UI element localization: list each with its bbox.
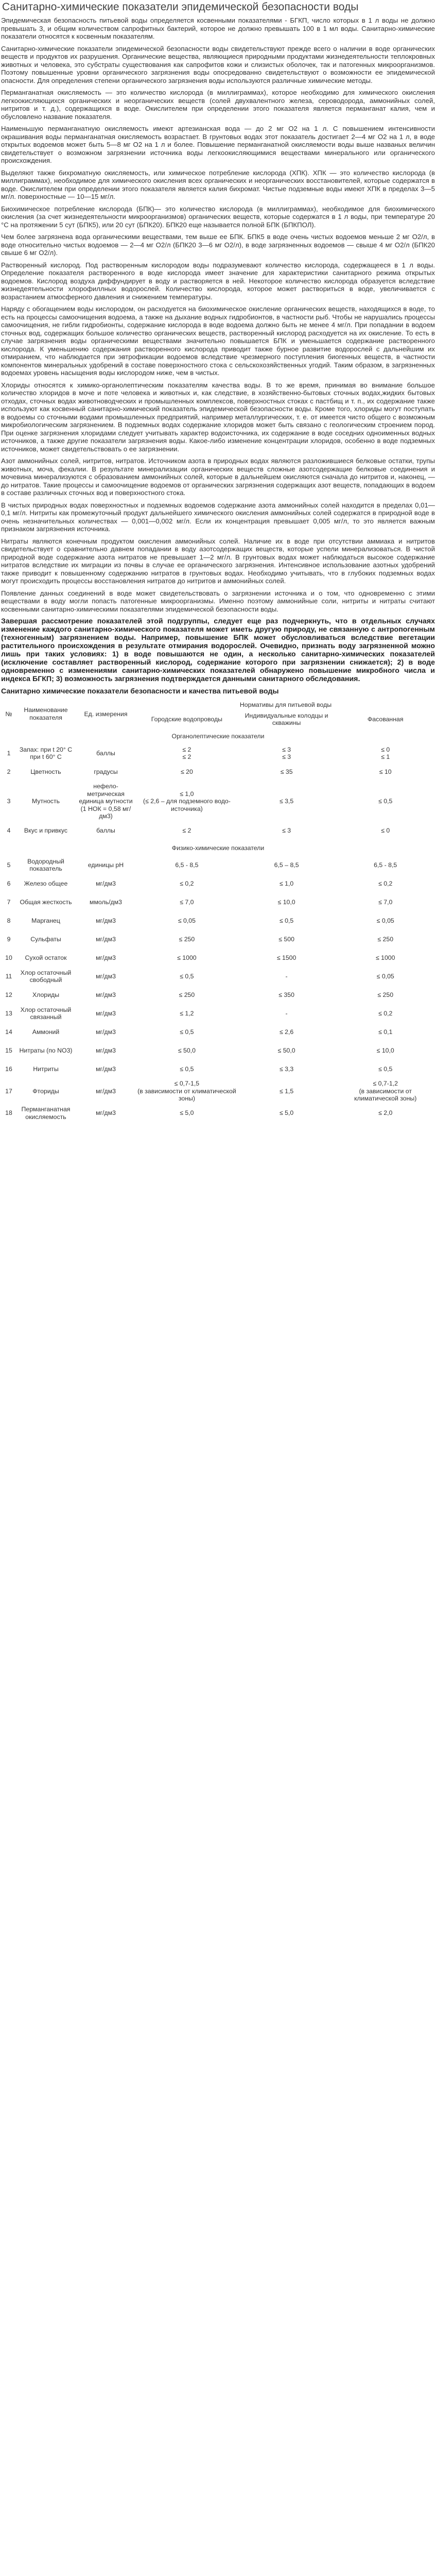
paragraph: Санитарно-химические показатели эпидемической безопасности воды свидетельствуют прежде всего о наличии в воде органических веществ и продуктов их разрушения. Органические вещества, являющиеся природными продуктами жизнедеятельности теплокровных животных и человека, это субстраты существования как сапрофитов кожи и слизистых оболочек, так и патогенных микроорганизмов. Поэтому повышенные уровни органического загрязнения воды опосредованно свидетельствуют о возможности ее эпидемической опасности. Для определения степени органического загрязнения воды используются различные химические методы. [1,44,435,84]
cell-wells: ≤ 3 ≤ 3 [282,745,291,760]
cell-bottled: ≤ 0,2 [378,1009,393,1017]
article [0,1,436,1123]
table-row [1,967,435,986]
cell-unit: мг/дм3 [96,1046,116,1054]
paragraph: Выделяют также бихроматную окисляемость, или химическое потребление кислорода (ХПК). ХПК — это количество кислорода (в миллиграммах), необходимое для химического окисления всех органических и неорганических восстановителей, которые содержатся в воде. Окислителем при определении этого показателя является калия бихромат. Чистые подземные воды имеют ХПК в пределах 3—5 мг/л. поверхностные — 10—15 мг/л. [1,168,435,200]
section-row [1,728,435,744]
cell-name: Хлор остаточный свободный [20,969,72,984]
header-bottled: Фасованная [367,715,404,723]
cell-no: 18 [5,1109,12,1117]
cell-name: Цветность [30,768,61,775]
cell-name: Марганец [31,917,60,924]
paragraph: Хлориды относятся к химико-органолептическим показателям качества воды. В то же время, принимая во внимание большое количество хлоридов в моче и поте человека и животных и, как следствие, в хозяйственно-бытовых сточных водах,жидких бытовых отходах, сточных водах животноводческих и промышленных комплексов, поверхностных стоках с пастбищ и т. п., их содержание также используют как косвенный санитарно-химический показатель эпидемической безопасности воды. Кроме того, хлориды могут поступать в водоемы со сточными водами промышленных предприятий, например металлургических, т. е. от имеется чисто общего с возможным микробиологическим загрязнением. В подземных водах содержание хлоридов может быть связано с геологическим строением пород. При оценке загрязнения хлоридами следует учитывать характер водоисточника, их содержание в воде соседних одноименных водных источников, а также другие показатели загрязнения воды. Какое-либо изменение концентрации хлоридов, особенно в воде подземных источников, может свидетельствовать о ее загрязнении. [1,381,435,453]
table-row [1,1104,435,1123]
cell-bottled: ≤ 0,5 [378,1065,393,1073]
cell-no: 13 [5,1009,12,1017]
table-row [1,874,435,893]
cell-unit: мг/дм3 [96,1087,116,1095]
paragraph: В чистых природных водах поверхностных и подземных водоемов содержание азота аммонийных солей находится в пределах 0,01—0,1 мг/л. Нитриты как промежуточный продукт дальнейшего химического окисления аммонийных солей содержатся в природной воде в очень незначительных количествах — 0,001—0,002 мг/л. Если их концентрация превышает 0,005 мг/л, то это является важным признаком загрязнения источника. [1,501,435,533]
water-standards-table [1,700,435,1123]
cell-city: ≤ 0,5 [180,1065,194,1073]
cell-wells: ≤ 3,3 [279,1065,294,1073]
cell-city: ≤ 250 [179,935,195,943]
cell-no: 7 [7,898,11,906]
cell-bottled: ≤ 7,0 [378,898,393,906]
paragraph: Эпидемическая безопасность питьевой воды определяется косвенными показателями - БГКП, число которых в 1 л воды не должно превышать 3, и общим количеством сапрофитных бактерий, которое не должно превышать 100 в 1 мл воды. Санитарно-химические показатели относятся к косвенным показателям. [1,16,435,40]
cell-unit: мг/дм3 [96,1109,116,1117]
cell-name: Перманганатная окисляемость [21,1106,71,1121]
cell-no: 2 [7,768,11,775]
cell-bottled: ≤ 10,0 [376,1046,394,1054]
cell-city: ≤ 0,5 [180,1028,194,1036]
cell-unit: мг/дм3 [96,991,116,998]
cell-bottled: ≤ 0,1 [378,1028,393,1036]
cell-unit: мг/дм3 [96,954,116,961]
header-wells: Индивидуальные колодцы и скважины [245,711,328,726]
paragraph: Нитраты являются конечным продуктом окисления аммонийных солей. Наличие их в воде при отсутствии аммиака и нитритов свидетельствует о сравнительно давнем попадании в воду азотсодержащих веществ, которые успели минерализоваться. В чистой природной воде содержание азота нитратов не превышает 1—2 мг/л. В грунтовых водах может наблюдаться высокое содержание нитратов вследствие их миграции из почвы в случае ее органического загрязнения. Интенсивное использование азотных удобрений также приводит к повышенному содержанию нитратов в грунтовых водах. Необходимо учитывать, что в глубоких подземных водах могут происходить процессы восстановления нитратов до нитритов и аммонийных солей. [1,537,435,585]
cell-no: 8 [7,917,11,924]
cell-no: 3 [7,798,11,805]
cell-unit: баллы [96,749,115,757]
cell-wells: ≤ 50,0 [277,1046,295,1054]
cell-city: ≤ 0,2 [180,879,194,887]
table-row [1,822,435,840]
table-row [1,986,435,1004]
cell-wells: ≤ 1,0 [279,879,294,887]
cell-unit: баллы [96,827,115,835]
cell-no: 10 [5,954,12,961]
cell-wells: ≤ 5,0 [279,1109,294,1117]
table-row [1,930,435,948]
cell-wells: ≤ 3 [282,827,291,835]
table-row [1,781,435,822]
cell-name: Вкус и привкус [24,827,68,835]
cell-wells: ≤ 3,5 [279,798,294,805]
table-row [1,1078,435,1104]
cell-city: ≤ 1,0 (≤ 2,6 – для подземного водо-источника) [143,790,231,812]
table-row [1,856,435,874]
cell-no: 5 [7,861,11,869]
cell-bottled: ≤ 0,05 [376,917,394,924]
cell-name: Нитраты (по NO3) [19,1046,73,1054]
cell-bottled: ≤ 0 ≤ 1 [381,745,390,760]
paragraph: Биохимическое потребление кислорода (БПК)— это количество кислорода (в миллиграммах), необходимое для биохимического окисления (за счет жизнедеятельности микроорганизмов) органических веществ, которые содержатся в 1 л воды, при температуре 20 °С на протяжении 5 сут (БПК5), или 20 сут (БПК20). БПК20 еще называется полной БПК (БПКПОЛ). [1,205,435,229]
cell-wells: ≤ 35 [280,768,293,775]
paragraph: Чем более загрязнена вода органическими веществами, тем выше ее БПК. БПК5 в воде очень чистых водоемов меньше 2 мг О2/л, в воде относительно чистых водоемов — 2—4 мг О2/л (БПК20 3—6 мг О2/л), в воде загрязненных водоемов — свыше 4 мг О2/л (БПК20 свыше 6 мг О2/л). [1,233,435,257]
cell-unit: мг/дм3 [96,1065,116,1073]
cell-unit: ммоль/дм3 [90,898,122,906]
cell-name: Фториды [32,1087,59,1095]
cell-city: ≤ 5,0 [180,1109,194,1117]
cell-name: Сухой остаток [25,954,67,961]
cell-name: Хлориды [32,991,60,998]
cell-unit: мг/дм3 [96,917,116,924]
cell-no: 6 [7,879,11,887]
cell-unit: единицы pH [88,861,124,869]
table-header-row [1,700,435,710]
cell-city: ≤ 250 [179,991,195,998]
cell-city: ≤ 2 [182,827,191,835]
cell-wells: ≤ 500 [278,935,294,943]
table-row [1,1041,435,1060]
cell-unit: мг/дм3 [96,972,116,980]
cell-wells: 6,5 – 8,5 [274,861,299,869]
cell-bottled: ≤ 0,5 [378,798,393,805]
cell-wells: - [285,1009,288,1017]
cell-bottled: ≤ 10 [379,768,392,775]
cell-name: Общая жесткость [20,898,72,906]
cell-name: Хлор остаточный связанный [20,1006,72,1021]
cell-no: 14 [5,1028,12,1036]
paragraph: Азот аммонийных солей, нитритов, нитратов. Источником азота в природных водах являются разложившиеся белковые остатки, трупы животных, моча, фекалии. В результате минерализации органических веществ сложные азотсодержащие белковые соединения и мочевина минерализуются с образованием аммонийных солей, которые в дальнейшем окисляются сначала до нитритов и, наконец, — до нитратов. Такие процессы и самоочищение водоемов от органических загрязнения содержащих азот веществ, попадающих в водоем в составе различных сточных вод и поверхностного стока. [1,457,435,497]
table-title: Санитарно химические показатели безопасности и качества питьевой воды [1,687,279,696]
cell-city: 6,5 - 8,5 [175,861,199,869]
cell-bottled: ≤ 0 [381,827,390,835]
paragraph: Растворенный кислород. Под растворенным кислородом воды подразумевают количество кислорода, содержащееся в 1 л воды. Определение показателя растворенного в воде кислорода имеет значение для характеристики санитарного режима открытых водоемов. Кислород воздуха диффундирует в воду и растворяется в ней. Некоторое количество кислорода образуется вследствие жизнедеятельности хлорофиллных водорослей. Количество кислорода, которое может раствориться в воде, увеличивается с возрастанием атмосферного давления и снижением температуры. [1,261,435,301]
cell-city: ≤ 50,0 [178,1046,196,1054]
cell-wells: ≤ 2,6 [279,1028,294,1036]
cell-wells: ≤ 10,0 [277,898,295,906]
cell-unit: мг/дм3 [96,1028,116,1036]
cell-bottled: ≤ 250 [377,991,394,998]
cell-bottled: 6,5 - 8,5 [374,861,397,869]
section-title: Органолептические показатели [171,732,265,740]
paragraph: Наименьшую перманганатную окисляемость имеют артезианская вода — до 2 мг O2 на 1 л. С повышением интенсивности окрашивания воды перманганатная окисляемость возрастает. В грунтовых водах этот показатель достигает 2—4 мг O2 на 1 л, в воде открытых водоемов может быть 5—8 мг O2 на 1 л и более. Повышение перманганатной окисляемости воды выше названых величин свидетельствует о возможном загрязнении источника воды легкоокисляющимися веществами минерального или органического происхождения. [1,125,435,164]
cell-city: ≤ 1000 [177,954,197,961]
cell-name: Запах: при t 20° C при t 60° C [19,745,73,760]
cell-name: Аммоний [32,1028,60,1036]
header-unit: Ед. измерения [84,710,128,718]
cell-name: Сульфаты [30,935,61,943]
cell-city: ≤ 1,2 [180,1009,194,1017]
table-row [1,911,435,930]
table-row [1,893,435,911]
header-group: Нормативы для питьевой воды [239,701,332,708]
summary-paragraph: Завершая рассмотрение показателей этой подгруппы, следует еще раз подчеркнуть, что в отдельных случаях изменение каждого санитарно-химического показателя может иметь другую природу, не связанную с антропогенным (техногенным) загрязнением воды. Например, повышение БПК может обусловливаться вследствие вегетации растительного происхождения в результате отмирания водорослей. Очевидно, признать воду загрязненной можно лишь при таких условиях: 1) в воде повышаются не один, а несколько санитарно-химических показателей (исключение составляет растворенный кислород, содержание которого при загрязнении снижается); 2) в воде одновременно с изменениями санитарно-химических показателей обнаружено повышение микробного числа и индекса БГКП; 3) возможность загрязнения подтверждается данными санитарного обследования. [1,617,435,683]
cell-name: Мутность [32,798,60,805]
cell-no: 17 [5,1087,12,1095]
section-title: Физико-химические показатели [171,844,265,852]
cell-wells: - [285,972,288,980]
header-name: Наименование показателя [24,706,68,721]
header-no: № [5,710,12,718]
cell-unit: градусы [94,768,118,775]
cell-unit: мг/дм3 [96,879,116,887]
cell-wells: ≤ 1500 [276,954,297,961]
table-row [1,1060,435,1078]
cell-unit: нефело-метрическая единица мутности (1 НОК = 0,58 мг/дм3) [79,783,133,820]
cell-city: ≤ 0,7-1,5 (в зависимости от климатической зоны) [137,1080,236,1102]
cell-name: Нитриты [33,1065,59,1073]
table-row [1,948,435,967]
cell-no: 1 [7,749,11,757]
cell-bottled: ≤ 2,0 [378,1109,393,1117]
cell-city: ≤ 20 [180,768,193,775]
cell-no: 15 [5,1046,12,1054]
cell-bottled: ≤ 0,05 [376,972,394,980]
cell-unit: мг/дм3 [96,1009,116,1017]
cell-city: ≤ 2 ≤ 2 [182,745,191,760]
cell-no: 16 [5,1065,12,1073]
section-row [1,840,435,856]
cell-city: ≤ 0,5 [180,972,194,980]
article-body [1,16,435,696]
cell-no: 4 [7,827,11,835]
cell-bottled: ≤ 1000 [375,954,395,961]
cell-city: ≤ 7,0 [180,898,194,906]
cell-city: ≤ 0,05 [178,917,196,924]
table-row [1,744,435,762]
header-city: Городские водопроводы [151,715,222,723]
table-row [1,1023,435,1041]
cell-bottled: ≤ 0,7-1,2 (в зависимости от климатической зоны) [354,1080,417,1102]
cell-name: Водородный показатель [27,857,64,872]
cell-bottled: ≤ 250 [377,935,394,943]
cell-unit: мг/дм3 [96,935,116,943]
table-row [1,762,435,781]
page-title: Санитарно-химические показатели эпидемической безопасности воды [2,1,359,13]
cell-wells: ≤ 1,5 [279,1087,294,1095]
paragraph: Перманганатная окисляемость — это количество кислорода (в миллиграммах), которое необходимо для химического окисления легкоокисляющихся органических и неорганических веществ (солей двухвалентного железа, сероводорода, аммонийных солей, нитритов и т. д.), содержащихся в воде. Окислителем при определении этого показателя является перманганат калия, чем и обусловлено название показателя. [1,89,435,121]
cell-no: 12 [5,991,12,998]
paragraph: Наряду с обогащением воды кислородом, он расходуется на биохимическое окисление органических веществ, находящихся в воде, то есть на процессы самоочищения водоема, а также на дыхание водных гидробионтов, в частности рыб. Чтобы не нарушались процессы самоочищения, не гибли гидробионты, содержание кислорода в воде водоема должно быть не менее 4 мг/л. При попадании в водоем сточных вод, содержащих большое количество органических веществ, растворенный кислород расходуется на их окисление. То есть в случае загрязнения воды органическими веществами значительно повышается БПК и уменьшается содержание растворенного кислорода. К уменьшению содержания растворенного кислорода приводит также бурное развитие водорослей с дальнейшим их отмиранием, что наблюдается при эвтрофикации водоемов вследствие чрезмерного поступления биогенных веществ, в частности компонентов минеральных удобрений в составе поверхностного стока с сельскохозяйственных угодий. Таким образом, в загрязненных водоемах уровень насыщения воды кислородом ниже, чем в чистых. [1,305,435,377]
paragraph: Появление данных соединений в воде может свидетельствовать о загрязнении источника и о том, что одновременно с этими веществами в воду могли попасть патогенные микроорганизмы. Именно поэтому аммонийные соли, нитриты и нитраты считают косвенными санитарно-химическими показателями эпидемической безопасности воды. [1,589,435,613]
cell-no: 11 [5,972,12,980]
cell-name: Железо общее [24,879,68,887]
cell-wells: ≤ 350 [278,991,294,998]
cell-wells: ≤ 0,5 [279,917,294,924]
cell-no: 9 [7,935,11,943]
table-row [1,1004,435,1023]
cell-bottled: ≤ 0,2 [378,879,393,887]
